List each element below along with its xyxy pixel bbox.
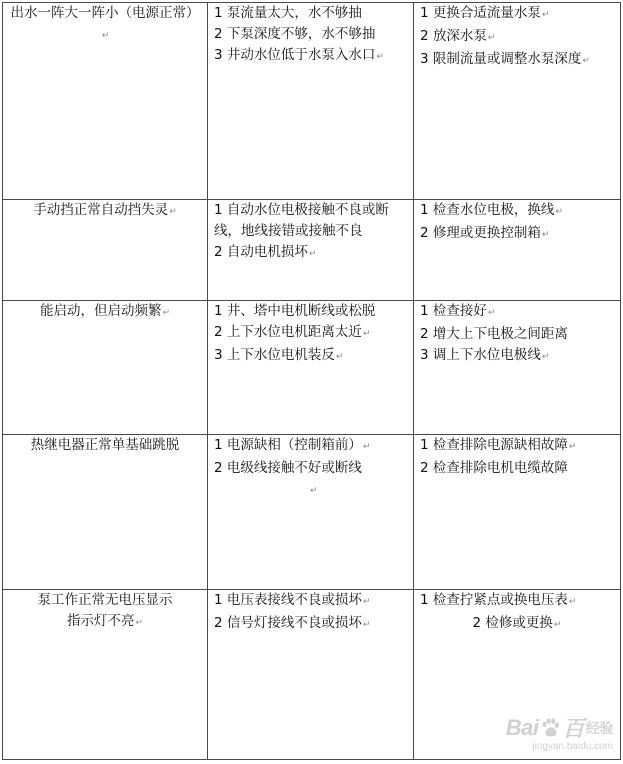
paragraph-mark-icon (162, 308, 170, 318)
paragraph-mark-icon (363, 597, 371, 607)
symptom-text: 出水一阵大一阵小（电源正常） (10, 5, 200, 21)
table-row (3, 435, 621, 590)
watermark-url: jingyan.baidu.com (532, 741, 613, 752)
paragraph-mark-icon (554, 620, 562, 630)
paragraph-mark-icon (309, 249, 317, 259)
cause-line: 1 电压表接线不良或损坏↵ (214, 590, 407, 613)
remedy-line: 1 检查拧紧点或换电压表↵ (420, 590, 614, 613)
table-row (3, 590, 621, 760)
paragraph-mark-icon (363, 620, 371, 630)
cause-cell (208, 435, 414, 590)
paragraph-mark-icon (542, 352, 550, 362)
cause-line: 1 泵流量太大，水不够抽 (214, 5, 362, 21)
table-row (3, 301, 621, 435)
remedy-line: 1 检查接好↵ (420, 301, 614, 324)
table-row (3, 3, 621, 200)
paragraph-mark-icon (555, 207, 563, 217)
remedy-line: 2 增大上下电极之间距离 (420, 326, 568, 342)
cause-cell (208, 200, 414, 301)
remedy-cell (414, 435, 621, 590)
remedy-line: 1 更换合适流量水泵↵ (420, 3, 614, 26)
remedy-line: 2 检查排除电机电缆故障 (420, 460, 568, 476)
paragraph-mark-icon (363, 329, 371, 339)
symptom-text: 手动挡正常自动挡失灵 (33, 202, 169, 218)
cause-cell (208, 3, 414, 200)
cause-line: 2 自动电机损坏↵ (214, 242, 407, 265)
remedy-line: 2 检修或更换↵ (420, 613, 614, 636)
remedy-line: 3 调上下水位电极线↵ (420, 345, 614, 368)
remedy-line: 3 限制流量或调整水泵深度↵ (420, 49, 614, 72)
remedy-cell (414, 3, 621, 200)
paragraph-mark-icon (488, 33, 496, 43)
cause-line: 2 信号灯接线不良或损坏↵ (214, 613, 407, 636)
cause-line (214, 479, 407, 502)
symptom-cell (3, 590, 208, 760)
paragraph-mark-icon (310, 486, 318, 496)
symptom-cell (3, 3, 208, 200)
cause-line: 3 上下水位电机装反↵ (214, 345, 407, 368)
paragraph-mark-icon (569, 442, 577, 452)
cause-line: 3 井动水位低于水泵入水口↵ (214, 45, 407, 68)
paragraph-mark-icon (102, 31, 110, 41)
paragraph-mark-icon (582, 56, 590, 66)
paragraph-mark-icon (488, 308, 496, 318)
cause-line: 2 下泵深度不够，水不够抽 (214, 26, 376, 42)
paragraph-mark-icon (336, 352, 344, 362)
watermark-brand-b: 百 (562, 716, 584, 741)
cause-line: 1 自动水位电极接触不良或断线，地线接错或接触不良 (214, 202, 389, 239)
paragraph-mark-icon (135, 618, 143, 628)
remedy-line: 1 检查水位电极，换线↵ (420, 200, 614, 223)
symptom-cell (3, 301, 208, 435)
symptom-cell (3, 200, 208, 301)
cause-line: 2 上下水位电机距离太近↵ (214, 322, 407, 345)
cause-line: 1 电源缺相（控制箱前）↵ (214, 435, 407, 458)
remedy-line: 2 修理或更换控制箱↵ (420, 223, 614, 246)
remedy-cell (414, 590, 621, 760)
symptom-cell (3, 435, 208, 590)
cause-cell (208, 590, 414, 760)
table-row (3, 200, 621, 301)
symptom-text: 能启动，但启动频繁 (39, 303, 162, 319)
watermark-brand-a: Bai (505, 714, 539, 740)
fault-table (2, 2, 621, 760)
remedy-cell (414, 301, 621, 435)
symptom-text: 泵工作正常无电压显示 (37, 592, 173, 608)
cause-line: 2 电级线接触不好或断线 (214, 460, 362, 476)
symptom-text: 指示灯不亮↵ (9, 611, 201, 634)
remedy-line: 1 检查排除电源缺相故障↵ (420, 435, 614, 458)
paragraph-mark-icon (376, 52, 384, 62)
paragraph-mark-icon (169, 207, 177, 217)
paragraph-mark-icon (363, 442, 371, 452)
watermark-sub: 经验 (586, 720, 613, 737)
remedy-cell (414, 200, 621, 301)
symptom-text: 热继电器正常单基础跳脱 (30, 437, 180, 453)
paragraph-mark-icon (542, 10, 550, 20)
cause-cell (208, 301, 414, 435)
cause-line: 1 井、塔中电机断线或松脱 (214, 303, 376, 319)
paragraph-mark-icon (569, 597, 577, 607)
remedy-line: 2 放深水泵↵ (420, 26, 614, 49)
paragraph-mark-icon (542, 230, 550, 240)
